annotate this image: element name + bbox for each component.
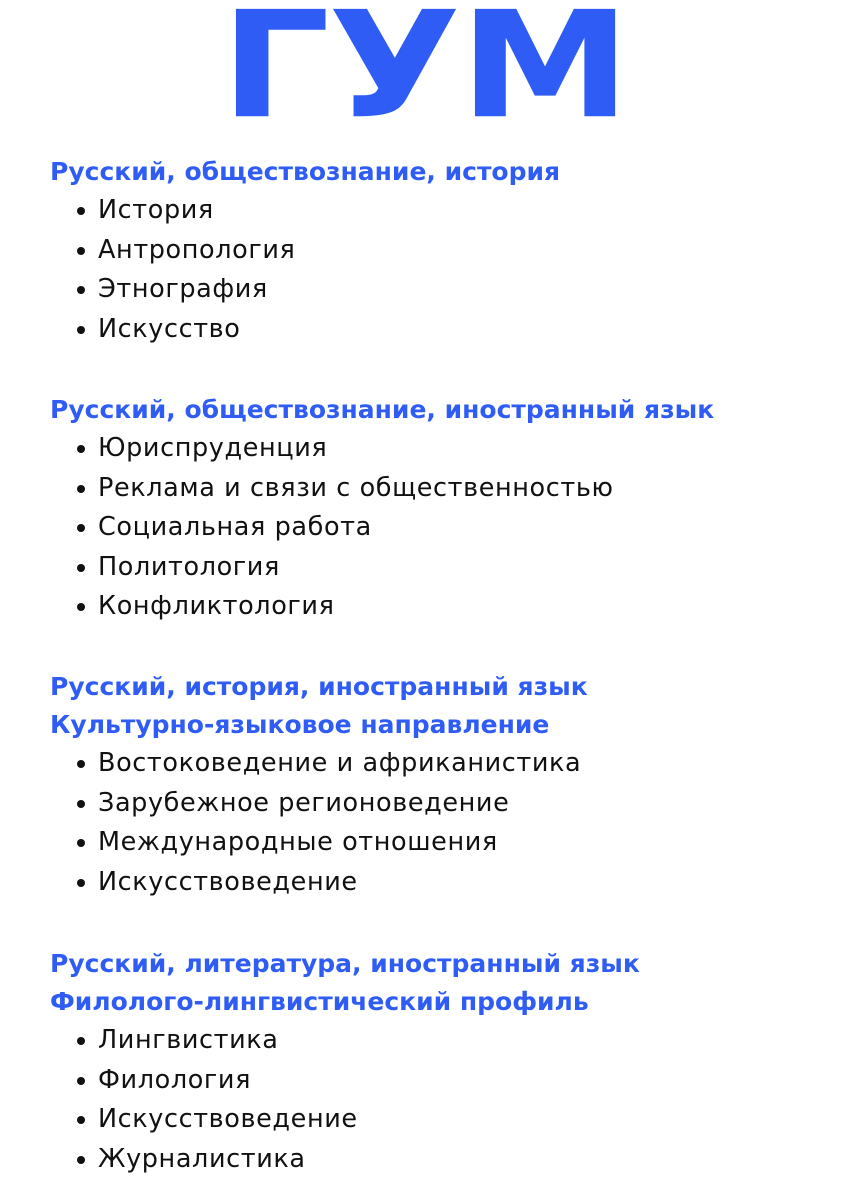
list-item [50,744,829,784]
list-item [50,587,829,627]
section-subheading: Филолого-лингвистический профиль [50,987,589,1016]
section-3 [50,668,829,902]
bullet-icon [77,524,85,532]
bullet-icon [77,1116,85,1124]
list-item-label: Филология [98,1064,252,1095]
list-item-label: Реклама и связи с общественностью [98,472,614,503]
section-heading: Русский, обществознание, история [50,157,561,186]
section-1 [50,153,829,349]
section-heading: Русский, история, иностранный язык [50,672,588,701]
list-item [50,823,829,863]
section-heading: Русский, обществознание, иностранный язык [50,395,715,424]
bullet-icon [77,247,85,255]
list-item [50,863,829,903]
section-heading: Русский, литература, иностранный язык [50,949,640,978]
bullet-icon [77,1077,85,1085]
section-subheading: Культурно-языковое направление [50,710,550,739]
list-item-label: Этнография [98,274,268,305]
list-item [50,548,829,588]
section-2 [50,391,829,627]
list-item [50,231,829,271]
list-item-label: Политология [98,551,280,582]
bullet-icon [77,286,85,294]
bullet-icon [77,445,85,453]
bullet-icon [77,839,85,847]
bullet-icon [77,207,85,215]
list-item [50,784,829,824]
subject-list [50,1021,829,1179]
list-item-label: Искусство [98,313,241,344]
bullet-icon [77,879,85,887]
bullet-icon [77,564,85,572]
bullet-icon [77,1156,85,1164]
list-item [50,429,829,469]
subject-list [50,191,829,349]
section-4 [50,945,829,1179]
list-item [50,270,829,310]
list-item [50,1061,829,1101]
list-item [50,191,829,231]
list-item [50,469,829,509]
bullet-icon [77,326,85,334]
list-item-label: Зарубежное регионоведение [98,787,510,818]
list-item-label: Искусствоведение [98,1104,358,1135]
bullet-icon [77,800,85,808]
bullet-icon [77,1037,85,1045]
list-item-label: Искусствоведение [98,866,358,897]
list-item [50,508,829,548]
page-title: ГУМ [220,0,629,152]
list-item-label: Юриспруденция [98,433,328,463]
list-item [50,310,829,350]
list-item-label: Международные отношения [98,827,498,858]
bullet-icon [77,760,85,768]
subject-list [50,429,829,627]
list-item-label: Лингвистика [98,1025,279,1055]
list-item-label: История [98,195,214,225]
list-item-label: Журналистика [98,1143,306,1174]
list-item [50,1100,829,1140]
list-item-label: Востоковедение и африканистика [98,748,582,778]
list-item [50,1140,829,1180]
bullet-icon [77,603,85,611]
list-item-label: Конфликтология [98,591,335,622]
list-item-label: Антропология [98,234,296,265]
list-item [50,1021,829,1061]
subject-list [50,744,829,902]
list-item-label: Социальная работа [98,512,372,543]
bullet-icon [77,485,85,493]
